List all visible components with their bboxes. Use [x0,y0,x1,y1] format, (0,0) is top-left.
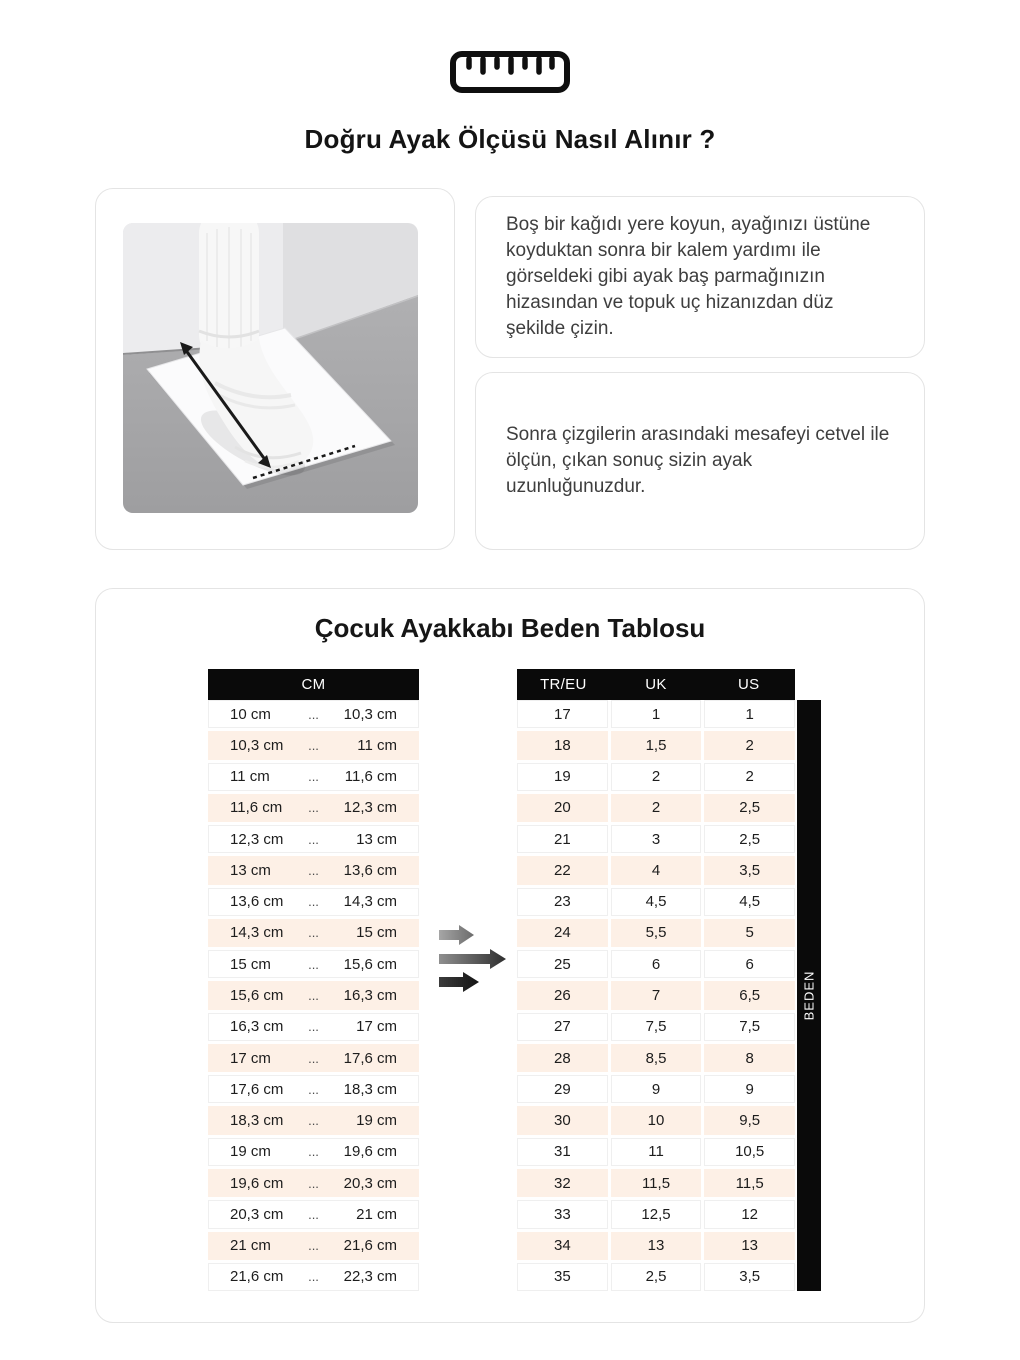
size-cell: 2 [704,763,795,791]
cm-to-value: 13,6 cm [343,861,397,879]
cm-table-row [208,1138,419,1166]
size-cell: 1 [704,700,795,728]
size-cell: 13 [704,1232,795,1260]
size-cell: 18 [517,731,608,759]
cm-to-value: 21,6 cm [343,1237,397,1255]
cm-to-value: 17 cm [356,1018,397,1036]
cm-range-separator: ... [308,1081,319,1097]
size-cell: 9,5 [704,1106,795,1134]
cm-from-value: 16,3 cm [230,1018,284,1036]
instruction-card-2 [475,372,925,550]
cm-to-value: 15 cm [356,924,397,942]
size-cell: 4,5 [611,888,702,916]
size-cell: 7,5 [611,1013,702,1041]
cm-from-value: 11,6 cm [230,799,283,817]
size-cell: 34 [517,1232,608,1260]
size-cell: 35 [517,1263,608,1291]
ruler-icon [0,50,1020,94]
cm-range-separator: ... [308,1175,319,1191]
size-cell: 10,5 [704,1138,795,1166]
cm-table-row [208,1044,419,1072]
instruction-text-1: Boş bir kağıdı yere koyun, ayağınızı üstüne koyduktan sonra bir kalem yardımı ile görseldeki gibi ayak baş parmağınızın hizasından ve topuk uç hizanızdan düz şekilde çizin. [506,214,871,339]
cm-to-value: 20,3 cm [343,1174,397,1192]
cm-from-value: 19 cm [230,1143,271,1161]
cm-table-body [208,700,419,1291]
cm-to-value: 11,6 cm [344,768,397,786]
size-cell: 17 [517,700,608,728]
cm-range-separator: ... [308,925,319,941]
size-table-header-uk: UK [645,676,667,693]
cm-to-value: 10,3 cm [343,705,397,723]
instruction-text-2: Sonra çizgilerin arasındaki mesafeyi cetvel ile ölçün, çıkan sonuç sizin ayak uzunluğunuzdur. [506,424,890,497]
cm-from-value: 20,3 cm [230,1205,284,1223]
cm-table-row [208,1263,419,1291]
size-table-row [517,1169,795,1197]
size-table-row [517,1200,795,1228]
cm-table-header: CM [208,669,419,700]
cm-to-value: 19,6 cm [343,1143,397,1161]
cm-from-value: 10 cm [230,705,271,723]
cm-table-row [208,1200,419,1228]
size-cell: 24 [517,919,608,947]
size-cell: 2,5 [704,825,795,853]
size-cell: 2,5 [704,794,795,822]
cm-table-row [208,856,419,884]
size-cell: 13 [611,1232,702,1260]
cm-to-value: 11 cm [357,736,397,754]
size-table-row [517,981,795,1009]
cm-to-value: 16,3 cm [343,987,397,1005]
cm-range-separator: ... [308,1050,319,1066]
size-cell: 30 [517,1106,608,1134]
size-cell: 22 [517,856,608,884]
cm-table-row [208,1106,419,1134]
cm-table-row [208,763,419,791]
size-table-row [517,825,795,853]
size-table-row [517,1075,795,1103]
size-cell: 1,5 [611,731,702,759]
cm-from-value: 17,6 cm [230,1080,284,1098]
cm-from-value: 12,3 cm [230,830,284,848]
size-cell: 6,5 [704,981,795,1009]
size-table-row [517,794,795,822]
cm-from-value: 15 cm [230,955,271,973]
size-table-row [517,1138,795,1166]
size-table-header-us: US [737,676,760,693]
photo-card [95,188,455,550]
cm-range-separator: ... [308,956,319,972]
cm-to-value: 15,6 cm [343,955,397,973]
cm-from-value: 19,6 cm [230,1174,284,1192]
cm-range-separator: ... [308,706,319,722]
size-cell: 31 [517,1138,608,1166]
cm-table-row [208,1232,419,1260]
cm-from-value: 21,6 cm [230,1268,284,1286]
size-cell: 3,5 [704,1263,795,1291]
size-cell: 3,5 [704,856,795,884]
cm-range-separator: ... [308,1019,319,1035]
cm-to-value: 17,6 cm [343,1049,397,1067]
cm-table-row [208,950,419,978]
size-table-row [517,1106,795,1134]
size-cell: 25 [517,950,608,978]
size-cell: 10 [611,1106,702,1134]
cm-from-value: 18,3 cm [230,1112,284,1130]
size-table-row [517,1044,795,1072]
size-table-body [517,700,795,1291]
size-cell: 12,5 [611,1200,702,1228]
cm-to-value: 14,3 cm [343,893,397,911]
cm-range-separator: ... [308,1113,319,1129]
cm-table-row [208,825,419,853]
cm-from-value: 13 cm [230,861,271,879]
cm-table-row [208,1075,419,1103]
size-cell: 9 [611,1075,702,1103]
size-cell: 3 [611,825,702,853]
size-cell: 4,5 [704,888,795,916]
size-cell: 23 [517,888,608,916]
size-cell: 4 [611,856,702,884]
cm-table-row [208,794,419,822]
transfer-arrows-icon [426,925,526,997]
size-cell: 2 [611,763,702,791]
cm-to-value: 13 cm [356,830,397,848]
beden-side-label-bar [797,700,821,1291]
cm-table-row [208,731,419,759]
size-cell: 1 [611,700,702,728]
size-cell: 33 [517,1200,608,1228]
size-cell: 6 [611,950,702,978]
size-cell: 27 [517,1013,608,1041]
size-table-row [517,731,795,759]
cm-range-separator: ... [308,831,319,847]
size-cell: 11 [611,1138,702,1166]
cm-range-separator: ... [308,1144,319,1160]
size-cell: 6 [704,950,795,978]
size-table-row [517,1263,795,1291]
size-cell: 5,5 [611,919,702,947]
cm-to-value: 22,3 cm [343,1268,397,1286]
cm-to-value: 21 cm [356,1205,397,1223]
size-cell: 5 [704,919,795,947]
cm-table-row [208,919,419,947]
cm-from-value: 17 cm [230,1049,271,1067]
size-cell: 26 [517,981,608,1009]
cm-range-separator: ... [308,800,319,816]
cm-from-value: 13,6 cm [230,893,284,911]
size-table-row [517,919,795,947]
size-cell: 7,5 [704,1013,795,1041]
cm-from-value: 21 cm [230,1237,271,1255]
cm-range-separator: ... [308,988,319,1004]
size-table-row [517,1232,795,1260]
cm-to-value: 19 cm [356,1112,397,1130]
cm-table-row [208,1013,419,1041]
size-table-row [517,888,795,916]
size-cell: 7 [611,981,702,1009]
size-cell: 32 [517,1169,608,1197]
size-chart-title: Çocuk Ayakkabı Beden Tablosu [314,613,706,643]
cm-from-value: 11 cm [230,768,270,786]
size-cell: 28 [517,1044,608,1072]
beden-side-label: BEDEN [801,970,817,1021]
size-cell: 29 [517,1075,608,1103]
cm-table-row [208,981,419,1009]
cm-to-value: 12,3 cm [343,799,397,817]
size-cell: 11,5 [611,1169,702,1197]
cm-range-separator: ... [308,1206,319,1222]
cm-to-value: 18,3 cm [343,1080,397,1098]
cm-range-separator: ... [308,1269,319,1285]
size-cell: 20 [517,794,608,822]
size-chart-card [95,588,925,1323]
size-cell: 8 [704,1044,795,1072]
foot-measure-illustration [123,223,418,513]
size-cell: 9 [704,1075,795,1103]
cm-from-value: 10,3 cm [230,736,284,754]
size-cell: 12 [704,1200,795,1228]
size-table-header [517,669,795,700]
cm-table-row [208,700,419,728]
size-cell: 21 [517,825,608,853]
size-cell: 19 [517,763,608,791]
size-cell: 2,5 [611,1263,702,1291]
cm-range-separator: ... [308,1238,319,1254]
size-table-row [517,1013,795,1041]
cm-from-value: 15,6 cm [230,987,284,1005]
cm-table-row [208,888,419,916]
cm-range-separator: ... [308,737,319,753]
cm-range-separator: ... [308,862,319,878]
size-cell: 2 [611,794,702,822]
cm-range-separator: ... [308,769,319,785]
size-cell: 2 [704,731,795,759]
size-table-row [517,700,795,728]
size-table-row [517,856,795,884]
size-cell: 11,5 [704,1169,795,1197]
instruction-card-1 [475,196,925,358]
size-table-row [517,763,795,791]
size-table-header-treu: TR/EU [540,676,587,693]
size-table-row [517,950,795,978]
size-cell: 8,5 [611,1044,702,1072]
page-title: Doğru Ayak Ölçüsü Nasıl Alınır ? [304,124,716,154]
cm-range-separator: ... [308,894,319,910]
cm-table-row [208,1169,419,1197]
cm-from-value: 14,3 cm [230,924,284,942]
